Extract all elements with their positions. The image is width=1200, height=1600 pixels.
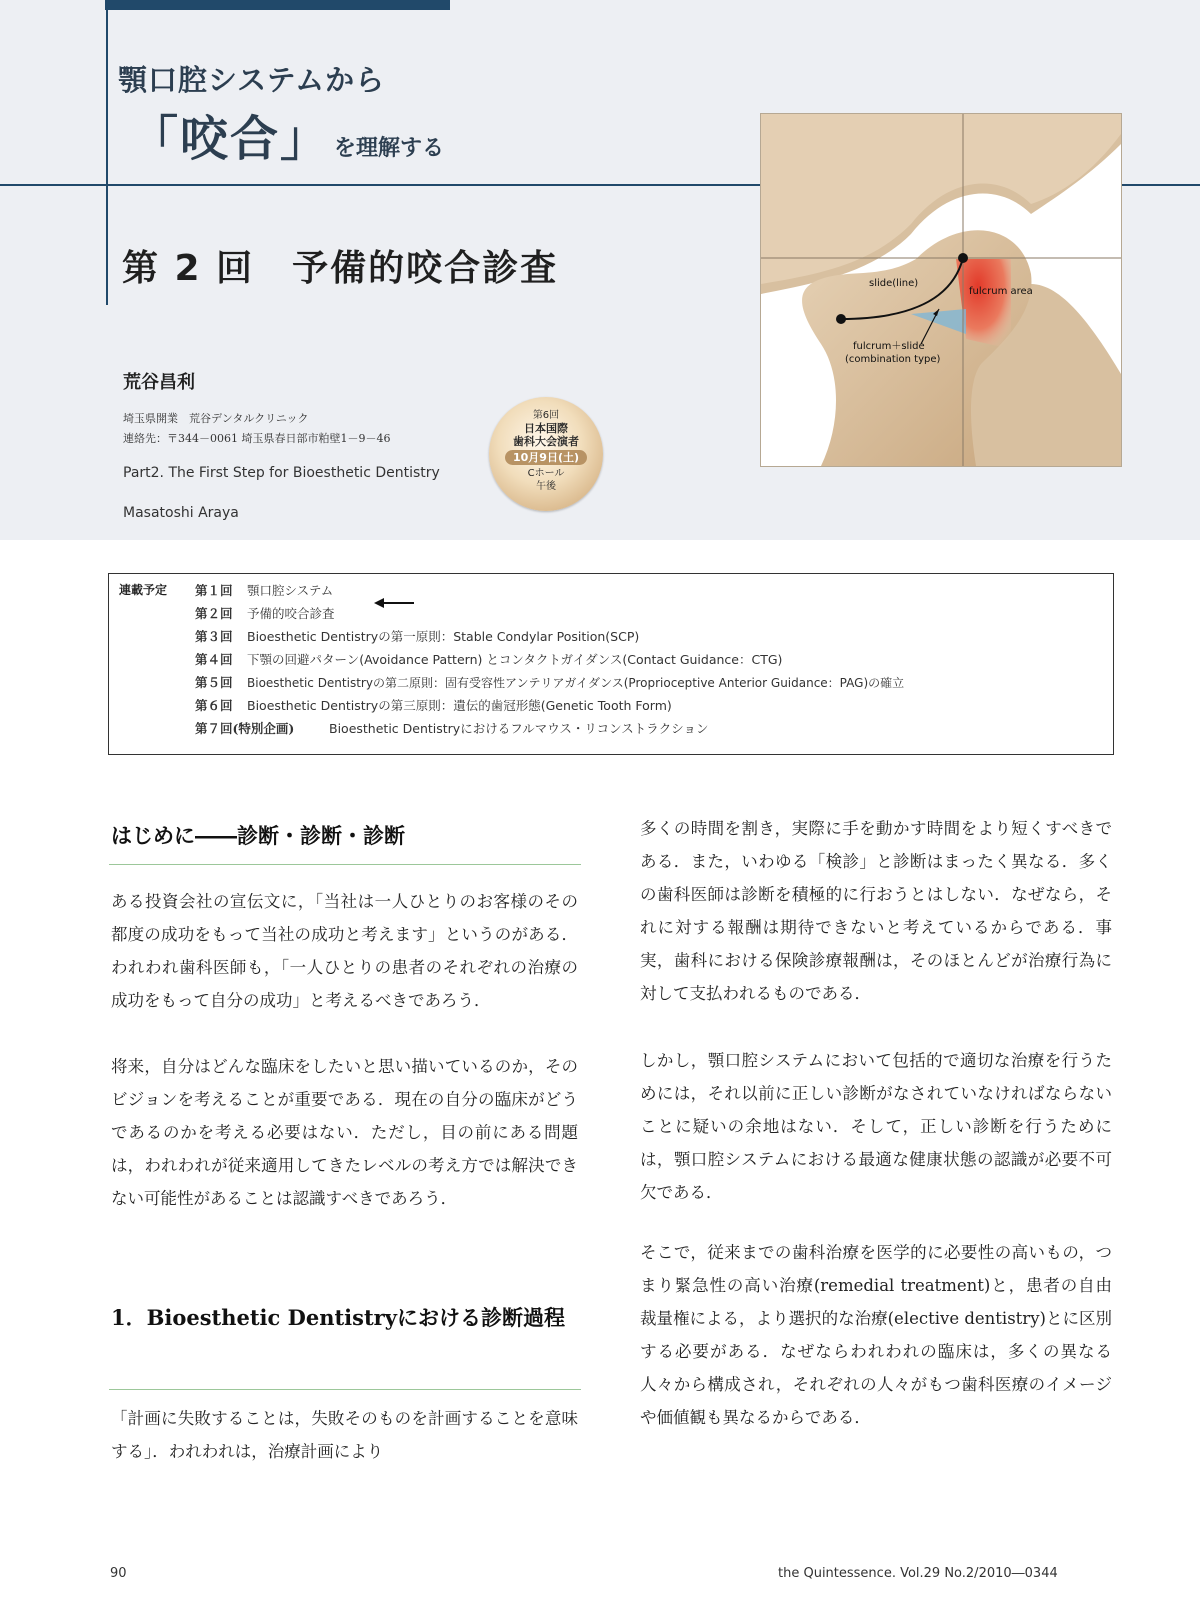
fig-start-point: [836, 314, 846, 324]
author-contact: 連絡先：〒344－0061 埼玉県春日部市粕壁1－9－46: [123, 432, 391, 445]
schedule-item: [195, 627, 639, 647]
body-paragraph: 将来，自分はどんな臨床をしたいと思い描いているのか，そのビジョンを考えることが重要である．現在の自分の臨床がどうであるのかを考える必要はない．ただし，目の前にある問題は，われわれが従来適用してきたレベルの考え方では解決できない可能性があることは認識すべきであろう．: [111, 1057, 578, 1208]
schedule-num: 第５回: [195, 675, 233, 690]
badge-line1: 第6回: [532, 410, 560, 421]
schedule-item: [195, 604, 335, 624]
fig-label-combo2: (combination type): [845, 354, 941, 365]
schedule-text: 下顎の回避パターン(Avoidance Pattern) とコンタクトガイダンス(Contact Guidance：CTG): [247, 652, 783, 667]
section-heading-intro: はじめに――診断・診断・診断: [111, 823, 405, 848]
series-title-keyword: 「咬合」: [130, 111, 331, 167]
schedule-num: 第３回: [195, 629, 233, 644]
body-paragraph: 多くの時間を割き，実際に手を動かす時間をより短くすべきである．また，いわゆる「検診」と診断はまったく異なる．多くの歯科医師は診断を積極的に行おうとはしない．なぜなら，それに対する報酬は期待できないと考えているからである．事実，歯科における保険診療報酬は，そのほとんどが治療行為に対して支払われるものである．: [640, 819, 1112, 1003]
heading-rule: [109, 864, 581, 865]
body-paragraph: そこで，従来までの歯科治療を医学的に必要性の高いもの，つまり緊急性の高い治療(remedial treatment)と，患者の自由裁量権による，より選択的な治療(elective dentistry)とに区別する必要がある．なぜならわれわれの臨床は，多くの異なる人々から構成され，それぞれの人々がもつ歯科医療のイメージや価値観も異なるからである．: [640, 1243, 1112, 1427]
body-paragraph: しかし，顎口腔システムにおいて包括的で適切な治療を行うためには，それ以前に正しい診断がなされていなければならないことに疑いの余地はない．そして，正しい診断を行うためには，顎口腔システムにおける最適な健康状態の認識が必要不可欠である．: [640, 1051, 1112, 1202]
badge-line2: 日本国際: [524, 422, 568, 435]
author-affiliation: 埼玉県開業 荒谷デンタルクリニック: [123, 412, 309, 425]
badge-line5: Cホール: [527, 468, 565, 479]
condyle-illustration: [760, 113, 1122, 467]
schedule-item: [195, 650, 782, 670]
schedule-text: Bioesthetic Dentistryの第二原則：固有受容性アンテリアガイダンス(Proprioceptive Anterior Guidance：PAG)の確立: [247, 676, 905, 690]
badge-line6: 午後: [536, 481, 556, 492]
series-title-line1: 顎口腔システムから: [118, 63, 386, 97]
section-heading-1: 1．Bioesthetic Dentistryにおける診断過程: [111, 1305, 565, 1330]
series-schedule-box: [108, 573, 1114, 755]
badge-date: 10月9日(土): [505, 450, 587, 465]
header-vertical-rule: [106, 0, 108, 305]
schedule-num: 第１回: [195, 583, 233, 598]
schedule-num: 第２回: [195, 606, 233, 621]
subtitle-en: Part2. The First Step for Bioesthetic Dentistry: [123, 465, 440, 481]
schedule-item: [195, 719, 708, 739]
schedule-item: [195, 696, 672, 716]
schedule-text: Bioesthetic Dentistryの第一原則：Stable Condylar Position(SCP): [247, 629, 640, 644]
schedule-text: 予備的咬合診査: [247, 606, 335, 621]
series-title-suffix: を理解する: [334, 136, 445, 161]
schedule-num: 第６回: [195, 698, 233, 713]
schedule-text: Bioesthetic Dentistryの第三原則：遺伝的歯冠形態(Genetic Tooth Form): [247, 698, 672, 713]
fig-label-fulcrum: fulcrum area: [969, 286, 1033, 297]
schedule-num: 第７回(特別企画): [195, 721, 295, 736]
fig-end-point: [958, 253, 968, 263]
body-paragraph: ある投資会社の宣伝文に，「当社は一人ひとりのお客様のその都度の成功をもって当社の成功と考えます」というのがある．われわれ歯科医師も，「一人ひとりの患者のそれぞれの治療の成功をもって自分の成功」と考えるべきであろう．: [111, 892, 578, 1010]
fig-label-slide: slide(line): [869, 278, 919, 289]
speaker-badge: [489, 397, 603, 511]
schedule-heading: 連載予定: [119, 583, 168, 597]
schedule-item: [195, 673, 904, 693]
page-number: 90: [110, 1566, 127, 1581]
heading-rule: [109, 1389, 581, 1390]
header-accent-bar: [105, 0, 450, 10]
journal-citation: the Quintessence. Vol.29 No.2/2010―0344: [778, 1566, 1058, 1581]
author-name-en: Masatoshi Araya: [123, 505, 239, 521]
article-title: 第 2 回 予備的咬合診査: [122, 248, 559, 289]
badge-line3: 歯科大会演者: [513, 435, 579, 448]
schedule-text: Bioesthetic Dentistryにおけるフルマウス・リコンストラクション: [329, 721, 709, 736]
current-issue-arrow-icon: [374, 597, 414, 609]
author-name-ja: 荒谷昌利: [123, 372, 195, 393]
fig-label-combo1: fulcrum＋slide: [853, 341, 925, 352]
schedule-num: 第４回: [195, 652, 233, 667]
body-paragraph: 「計画に失敗することは，失敗そのものを計画することを意味する」．われわれは，治療計画により: [111, 1409, 578, 1461]
schedule-text: 顎口腔システム: [247, 583, 334, 598]
schedule-item: [195, 581, 333, 601]
series-title-line2: [130, 100, 444, 169]
condyle-diagram: [761, 114, 1121, 466]
